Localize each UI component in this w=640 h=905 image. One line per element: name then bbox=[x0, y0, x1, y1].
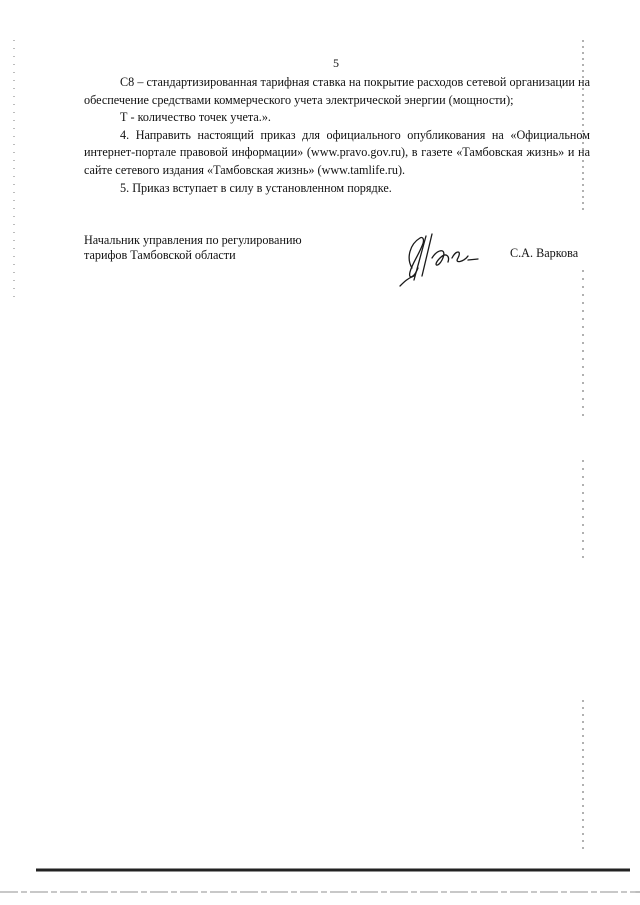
paragraph-t-definition: Т - количество точек учета.». bbox=[120, 110, 271, 125]
document-body bbox=[84, 74, 590, 197]
signer-name: С.А. Варкова bbox=[510, 246, 579, 260]
signatory-position-line-2: тарифов Тамбовской области bbox=[84, 247, 236, 262]
paragraph-clause-5: 5. Приказ вступает в силу в установленном порядке. bbox=[120, 180, 392, 195]
signatory-position bbox=[84, 233, 302, 262]
signatory-position-line-1: Начальник управления по регулированию bbox=[84, 233, 302, 247]
paragraph-clause-4: 4. Направить настоящий приказ для официального опубликования на «Официальном интернет-портале правовой информации» (www.pravo.gov.ru), в газете «Тамбовская жизнь» и на сайте сетевого издания «Тамбовская жизнь» (www.tamlife.ru). bbox=[84, 127, 590, 177]
handwritten-signature bbox=[392, 228, 488, 290]
paragraph-c8-definition: С8 – стандартизированная тарифная ставка на покрытие расходов сетевой организации на обеспечение средствами коммерческого учета электрической энергии (мощности); bbox=[84, 75, 590, 107]
page-number: 5 bbox=[333, 56, 339, 70]
